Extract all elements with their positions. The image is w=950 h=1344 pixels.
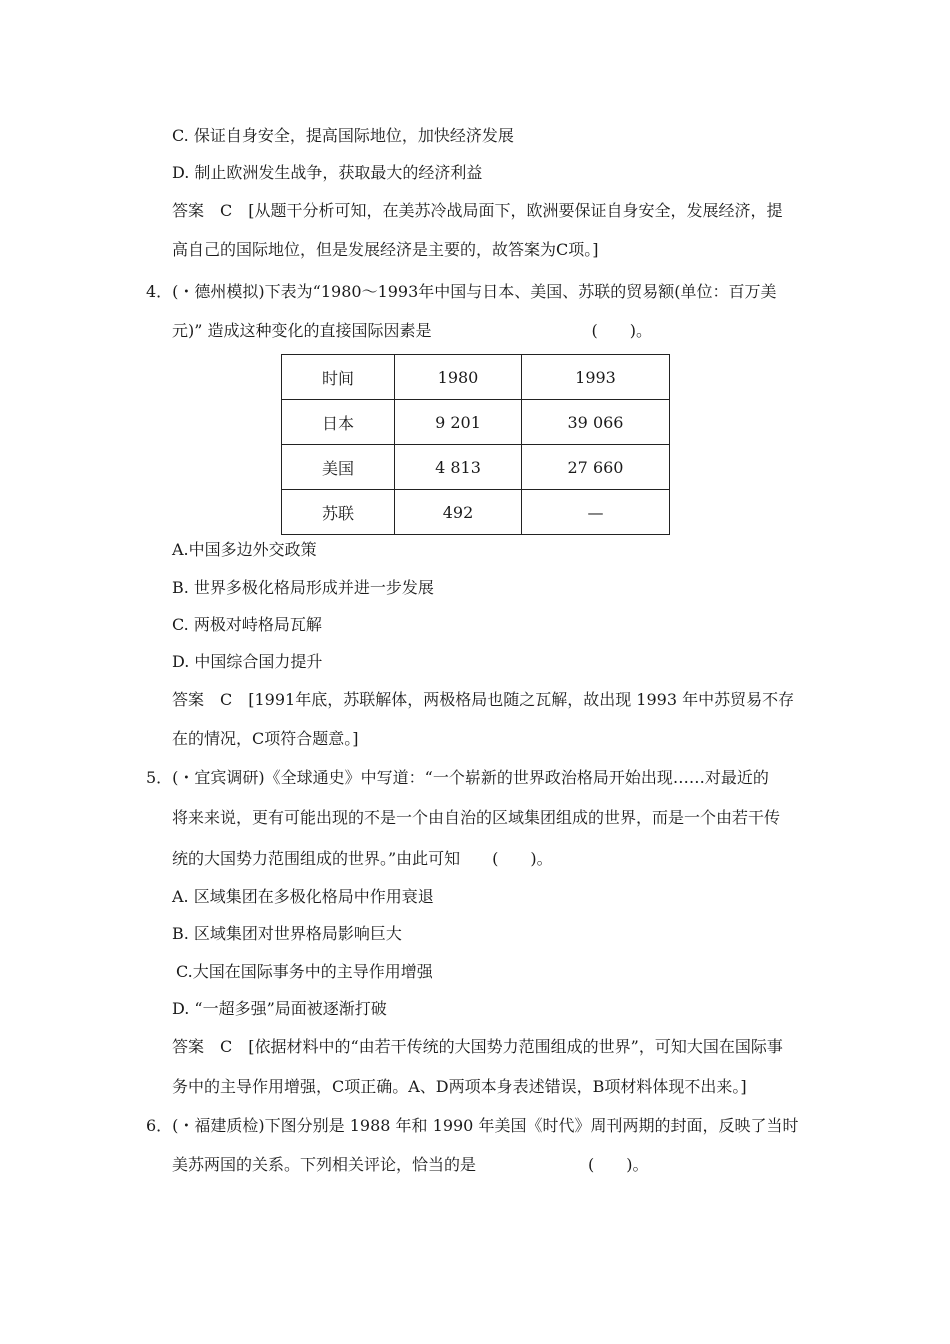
q4-option-d: D. 中国综合国力提升 (172, 652, 323, 671)
table-cell: 日本 (282, 400, 395, 445)
q5-option-a: A. 区域集团在多极化格局中作用衰退 (172, 887, 434, 906)
table-cell: 39 066 (522, 400, 670, 445)
q5-stem-line-3: 统的大国势力范围组成的世界。”由此可知 ( )。 (172, 849, 553, 868)
q5-stem-line-1: 5．(・宜宾调研)《全球通史》中写道：“一个崭新的世界政治格局开始出现……对最近的 (146, 768, 769, 787)
q4-answer-line-1: 答案 C [1991年底，苏联解体，两极格局也随之瓦解，故出现 1993 年中苏贸易不存 (172, 690, 795, 709)
trade-table (281, 354, 670, 535)
q5-answer-line-1: 答案 C [依据材料中的“由若干传统的大国势力范围组成的世界”，可知大国在国际事 (172, 1037, 783, 1056)
table-cell: 27 660 (522, 445, 670, 490)
q5-option-c: C.大国在国际事务中的主导作用增强 (176, 962, 433, 981)
q3-option-d: D. 制止欧洲发生战争，获取最大的经济利益 (172, 163, 483, 182)
q4-option-c: C. 两极对峙格局瓦解 (172, 615, 322, 634)
q5-option-d: D. “一超多强”局面被逐渐打破 (172, 999, 387, 1018)
q4-option-a: A.中国多边外交政策 (172, 540, 317, 559)
q5-option-b: B. 区域集团对世界格局影响巨大 (172, 924, 402, 943)
table-header-cell: 1980 (395, 355, 522, 400)
table-row (282, 445, 670, 490)
table-cell: 492 (395, 490, 522, 535)
q3-answer-line-2: 高自己的国际地位，但是发展经济是主要的，故答案为C项。] (172, 240, 599, 259)
q3-answer-line-1: 答案 C [从题干分析可知，在美苏冷战局面下，欧洲要保证自身安全，发展经济，提 (172, 201, 783, 220)
table-row (282, 490, 670, 535)
table-row (282, 400, 670, 445)
table-cell: 4 813 (395, 445, 522, 490)
q3-option-c: C. 保证自身安全，提高国际地位，加快经济发展 (172, 126, 514, 145)
q4-answer-line-2: 在的情况，C项符合题意。] (172, 729, 359, 748)
table-cell: — (522, 490, 670, 535)
table-cell: 苏联 (282, 490, 395, 535)
q4-stem-line-1: 4．(・德州模拟)下表为“1980～1993年中国与日本、美国、苏联的贸易额(单位：百万美 (146, 282, 777, 301)
table-header-cell: 时间 (282, 355, 395, 400)
q5-answer-line-2: 务中的主导作用增强，C项正确。A、D两项本身表述错误，B项材料体现不出来。] (172, 1077, 747, 1096)
q5-stem-line-2: 将来来说，更有可能出现的不是一个由自治的区域集团组成的世界，而是一个由若干传 (172, 808, 781, 827)
table-cell: 美国 (282, 445, 395, 490)
table-header-cell: 1993 (522, 355, 670, 400)
table-header-row (282, 355, 670, 400)
q4-stem-line-2: 元)” 造成这种变化的直接国际因素是 ( )。 (172, 321, 652, 340)
q4-option-b: B. 世界多极化格局形成并进一步发展 (172, 578, 434, 597)
q6-stem-line-2: 美苏两国的关系。下列相关评论，恰当的是 ( )。 (172, 1155, 649, 1174)
table-cell: 9 201 (395, 400, 522, 445)
q6-stem-line-1: 6．(・福建质检)下图分别是 1988 年和 1990 年美国《时代》周刊两期的封面，反映了当时 (146, 1116, 799, 1135)
